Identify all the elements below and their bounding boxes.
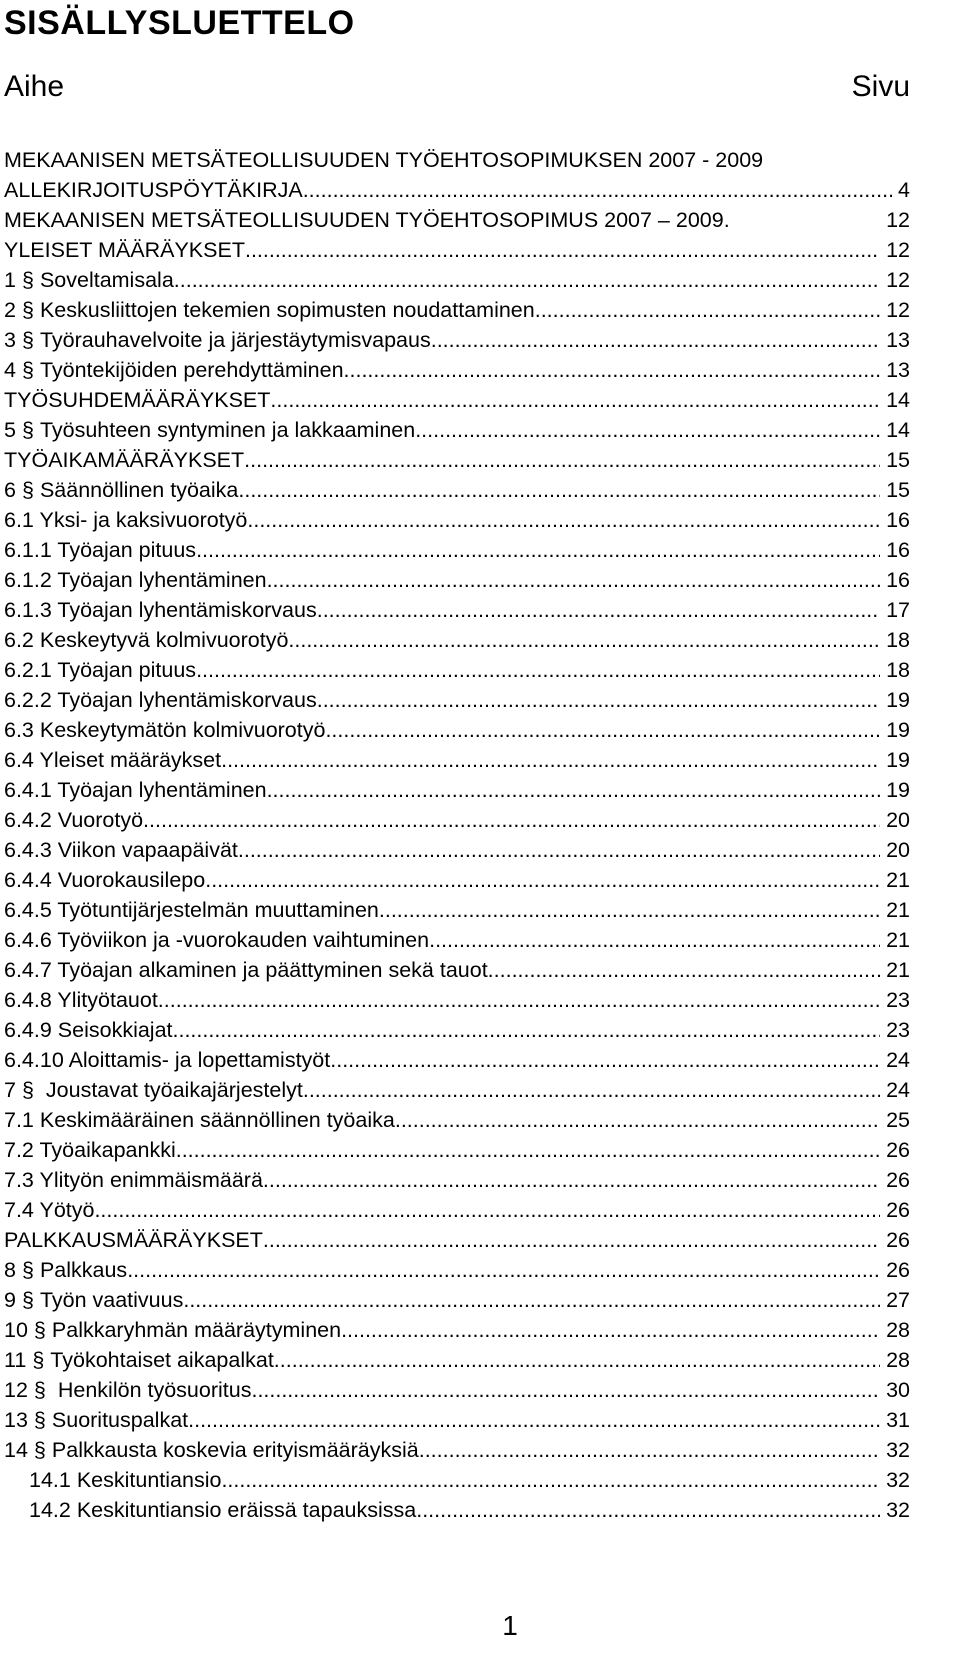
section-sign-icon: §	[33, 1408, 46, 1432]
section-sign-icon: §	[21, 358, 34, 382]
toc-entry-label	[4, 775, 267, 805]
dot-leader	[127, 1255, 880, 1285]
dot-leader	[196, 655, 880, 685]
toc-entry-page: 20	[886, 838, 910, 862]
toc-entry-text: 6.1.1 Työajan pituus	[4, 538, 197, 562]
toc-entry-page: 26	[886, 1228, 910, 1252]
dot-leader	[247, 505, 880, 535]
section-sign-icon: §	[21, 298, 34, 322]
dot-leader	[341, 1315, 880, 1345]
toc-entry-number: 12	[4, 1378, 28, 1402]
dot-leader	[263, 1225, 880, 1255]
toc-entry-number: 2	[4, 298, 16, 322]
toc-entry-number: 10	[4, 1318, 28, 1342]
toc-entry-text: Suorituspalkat	[51, 1408, 189, 1432]
toc-entry[interactable]	[4, 685, 910, 715]
toc-entry-text: 14.1 Keskituntiansio	[29, 1468, 222, 1492]
toc-entry[interactable]	[4, 895, 910, 925]
toc-entry-text: 6.4.3 Viikon vapaapäivät	[4, 838, 238, 862]
column-header-page: Sivu	[851, 70, 910, 103]
toc-entry-text: 7.2 Työaikapankki	[4, 1138, 176, 1162]
toc-entry-text: 7.4 Yötyö	[4, 1198, 95, 1222]
toc-entry-page: 19	[886, 748, 910, 772]
toc-entry-label	[4, 1375, 251, 1405]
toc-entry-label	[4, 1165, 263, 1195]
toc-entry-page: 24	[886, 1048, 910, 1072]
toc-entry-text: Työkohtaiset aikapalkat	[50, 1348, 274, 1372]
toc-entry-number: 3	[4, 328, 16, 352]
toc-entry-label	[4, 205, 730, 235]
dot-leader	[238, 475, 880, 505]
dot-leader	[416, 1495, 880, 1525]
toc-entry-page: 12	[886, 298, 910, 322]
section-sign-icon: §	[21, 478, 34, 502]
dot-leader	[188, 1405, 880, 1435]
toc-entry-label	[4, 1225, 263, 1255]
dot-leader	[245, 235, 880, 265]
toc-entry-label	[4, 1465, 221, 1495]
toc-entry-label	[4, 1285, 183, 1315]
toc-entry-text: 6.4.4 Vuorokausilepo	[4, 868, 206, 892]
toc-entry[interactable]	[4, 805, 910, 835]
toc-entry-label	[4, 1345, 274, 1375]
toc-entry[interactable]	[4, 595, 910, 625]
toc-entry-label	[4, 445, 244, 475]
toc-entry-label	[4, 1255, 127, 1285]
toc-entry-text: Palkkaus	[39, 1258, 128, 1282]
toc-entry[interactable]	[4, 475, 910, 505]
toc-entry-label	[4, 1315, 341, 1345]
toc-entry-page: 13	[886, 328, 910, 352]
toc-entry-label	[4, 865, 205, 895]
toc-entry-text: 6.4.2 Vuorotyö	[4, 808, 144, 832]
toc-entry[interactable]	[4, 505, 910, 535]
toc-entry-label	[4, 715, 325, 745]
toc-entry-text: Työsuhteen syntyminen ja lakkaaminen	[39, 418, 416, 442]
toc-entry[interactable]	[4, 835, 910, 865]
dot-leader	[251, 1375, 880, 1405]
toc-entry-page: 27	[886, 1288, 910, 1312]
toc-entry-text: 7.1 Keskimääräinen säännöllinen työaika	[4, 1108, 395, 1132]
toc-entry[interactable]	[4, 235, 910, 265]
toc-entry-text: 6.1.3 Työajan lyhentämiskorvaus	[4, 598, 317, 622]
toc-entry-page: 26	[886, 1138, 910, 1162]
toc-entry-text: 6.4.9 Seisokkiajat	[4, 1018, 173, 1042]
toc-entry-page: 23	[886, 1018, 910, 1042]
toc-entry[interactable]	[4, 1045, 910, 1075]
dot-leader	[263, 1165, 880, 1195]
dot-leader	[221, 1465, 880, 1495]
dot-leader	[488, 955, 880, 985]
toc-entry-page: 21	[886, 958, 910, 982]
toc-entry-page: 26	[886, 1258, 910, 1282]
toc-entry-text: 6.1.2 Työajan lyhentäminen	[4, 568, 267, 592]
toc-entry-label	[4, 625, 288, 655]
toc-entry-label	[4, 1015, 173, 1045]
toc-entry-page: 28	[886, 1318, 910, 1342]
dot-leader	[205, 865, 880, 895]
table-of-contents	[4, 175, 910, 1525]
toc-entry-text: 6.2 Keskeytyvä kolmivuorotyö	[4, 628, 289, 652]
toc-entry-label	[4, 1195, 94, 1225]
toc-entry-text: Palkkaryhmän määräytyminen	[51, 1318, 342, 1342]
dot-leader	[419, 1435, 880, 1465]
dot-leader	[267, 775, 881, 805]
toc-entry-page: 21	[886, 898, 910, 922]
toc-entry-page: 23	[886, 988, 910, 1012]
toc-entry-text: PALKKAUSMÄÄRÄYKSET	[4, 1228, 263, 1252]
section-sign-icon: §	[21, 1288, 34, 1312]
dot-leader	[303, 175, 892, 205]
toc-entry-text: 6.4.5 Työtuntijärjestelmän muuttaminen	[4, 898, 379, 922]
toc-entry-page: 19	[886, 718, 910, 742]
toc-entry-label	[4, 1405, 188, 1435]
toc-entry-number: 4	[4, 358, 16, 382]
toc-entry-label	[4, 565, 267, 595]
toc-entry-label	[4, 535, 196, 565]
section-sign-icon: §	[21, 418, 34, 442]
dot-leader	[330, 1045, 880, 1075]
toc-entry[interactable]	[4, 1195, 910, 1225]
toc-entry-text: MEKAANISEN METSÄTEOLLISUUDEN TYÖEHTOSOPIMUS 2007 – 2009.	[4, 208, 730, 232]
dot-leader	[173, 1015, 881, 1045]
toc-entry-label	[4, 175, 303, 205]
toc-entry-text: 6.4.8 Ylityötauot	[4, 988, 158, 1012]
dot-leader	[143, 805, 880, 835]
toc-entry-text: TYÖAIKAMÄÄRÄYKSET	[4, 448, 245, 472]
toc-entry[interactable]	[4, 1165, 910, 1195]
toc-entry-text: 6.4.6 Työviikon ja -vuorokauden vaihtuminen	[4, 928, 430, 952]
toc-entry-label	[4, 325, 431, 355]
toc-entry[interactable]	[4, 1225, 910, 1255]
toc-entry-page: 28	[886, 1348, 910, 1372]
toc-entry-label	[4, 1435, 419, 1465]
toc-entry-label	[4, 1135, 176, 1165]
toc-entry[interactable]	[4, 1255, 910, 1285]
toc-entry[interactable]	[4, 1105, 910, 1135]
toc-entry-text: Palkkausta koskevia erityismääräyksiä	[51, 1438, 419, 1462]
section-sign-icon: §	[32, 1348, 45, 1372]
toc-entry-number: 14	[4, 1438, 28, 1462]
toc-entry-page: 26	[886, 1168, 910, 1192]
toc-entry[interactable]	[4, 655, 910, 685]
toc-entry-label	[4, 835, 238, 865]
toc-entry[interactable]	[4, 715, 910, 745]
toc-entry-page: 20	[886, 808, 910, 832]
toc-entry-text: Työn vaativuus	[39, 1288, 184, 1312]
toc-entry-page: 19	[886, 688, 910, 712]
toc-entry-label	[4, 805, 143, 835]
dot-leader	[244, 445, 880, 475]
toc-entry-number: 7	[4, 1078, 16, 1102]
dot-leader	[288, 625, 880, 655]
toc-entry-text: 6.3 Keskeytymätön kolmivuorotyö	[4, 718, 326, 742]
toc-entry[interactable]	[4, 1465, 910, 1495]
toc-entry-label	[4, 685, 317, 715]
toc-entry[interactable]	[4, 985, 910, 1015]
dot-leader	[183, 1285, 880, 1315]
dot-leader	[176, 1135, 880, 1165]
toc-entry-page: 12	[886, 268, 910, 292]
toc-entry-label	[4, 895, 379, 925]
toc-entry-label	[4, 415, 415, 445]
toc-entry[interactable]	[4, 265, 910, 295]
toc-entry-text: 6.4.1 Työajan lyhentäminen	[4, 778, 267, 802]
toc-entry-label	[4, 235, 245, 265]
toc-entry-text: 7.3 Ylityön enimmäismäärä	[4, 1168, 263, 1192]
toc-entry[interactable]	[4, 865, 910, 895]
toc-entry[interactable]	[4, 1135, 910, 1165]
page-number: 1	[502, 1610, 518, 1641]
dot-leader	[344, 355, 881, 385]
toc-entry[interactable]	[4, 295, 910, 325]
dot-leader	[94, 1195, 880, 1225]
dot-leader	[415, 415, 880, 445]
document-title: SISÄLLYSLUETTELO	[4, 4, 355, 42]
toc-entry-number: 1	[4, 268, 16, 292]
toc-entry-text: ALLEKIRJOITUSPÖYTÄKIRJA	[4, 178, 303, 202]
toc-entry[interactable]	[4, 385, 910, 415]
toc-entry-text: 6.4 Yleiset määräykset	[4, 748, 222, 772]
toc-entry[interactable]	[4, 325, 910, 355]
toc-entry[interactable]	[4, 1405, 910, 1435]
toc-entry[interactable]	[4, 175, 910, 205]
toc-entry[interactable]	[4, 745, 910, 775]
toc-entry-page: 24	[886, 1078, 910, 1102]
toc-entry-page: 18	[886, 628, 910, 652]
toc-entry-number: 9	[4, 1288, 16, 1312]
section-sign-icon: §	[21, 268, 34, 292]
toc-entry-page: 26	[886, 1198, 910, 1222]
toc-entry-text: 6.1 Yksi- ja kaksivuorotyö	[4, 508, 248, 532]
toc-entry-text: 6.4.10 Aloittamis- ja lopettamistyöt	[4, 1048, 331, 1072]
toc-entry-label	[4, 745, 221, 775]
section-sign-icon: §	[21, 1258, 34, 1282]
dot-leader	[238, 835, 880, 865]
toc-entry-page: 17	[886, 598, 910, 622]
toc-entry-text: 6.2.2 Työajan lyhentämiskorvaus	[4, 688, 317, 712]
toc-entry[interactable]	[4, 445, 910, 475]
toc-entry-text: Työntekijöiden perehdyttäminen	[39, 358, 344, 382]
toc-entry-page: 18	[886, 658, 910, 682]
section-sign-icon: §	[33, 1438, 46, 1462]
toc-entry[interactable]	[4, 955, 910, 985]
toc-entry-text: 6.4.7 Työajan alkaminen ja päättyminen sekä tauot	[4, 958, 488, 982]
toc-entry-page: 25	[886, 1108, 910, 1132]
toc-entry-page: 21	[886, 868, 910, 892]
dot-leader	[317, 595, 880, 625]
toc-entry-text: 14.2 Keskituntiansio eräissä tapauksissa	[29, 1498, 417, 1522]
toc-entry-label	[4, 475, 238, 505]
section-sign-icon: §	[33, 1318, 46, 1342]
toc-entry[interactable]	[4, 1495, 910, 1525]
toc-entry-page: 32	[886, 1438, 910, 1462]
section-sign-icon: §	[21, 328, 34, 352]
toc-entry-label	[4, 1495, 416, 1525]
toc-entry-label	[4, 1105, 395, 1135]
toc-entry-label	[4, 505, 247, 535]
intro-line: MEKAANISEN METSÄTEOLLISUUDEN TYÖEHTOSOPIMUKSEN 2007 - 2009	[4, 148, 764, 172]
toc-entry-number: 13	[4, 1408, 28, 1432]
toc-entry[interactable]	[4, 925, 910, 955]
toc-entry-page: 14	[886, 388, 910, 412]
dot-leader	[395, 1105, 880, 1135]
toc-entry-text: Työrauhavelvoite ja järjestäytymisvapaus	[39, 328, 431, 352]
section-sign-icon: §	[33, 1378, 46, 1402]
toc-entry-text: Säännöllinen työaika	[39, 478, 239, 502]
toc-entry-label	[4, 265, 174, 295]
toc-entry-page: 30	[886, 1378, 910, 1402]
toc-entry-text: YLEISET MÄÄRÄYKSET	[4, 238, 245, 262]
toc-entry[interactable]	[4, 535, 910, 565]
toc-entry-text: Keskusliittojen tekemien sopimusten noudattaminen	[39, 298, 535, 322]
toc-entry[interactable]	[4, 1015, 910, 1045]
dot-leader	[196, 535, 880, 565]
dot-leader	[379, 895, 880, 925]
toc-entry-page: 15	[886, 448, 910, 472]
toc-entry[interactable]	[4, 1375, 910, 1405]
toc-entry[interactable]	[4, 625, 910, 655]
toc-entry-page: 16	[886, 568, 910, 592]
toc-entry-text: TYÖSUHDEMÄÄRÄYKSET	[4, 388, 271, 412]
dot-leader	[274, 1345, 880, 1375]
toc-entry-page: 21	[886, 928, 910, 952]
toc-entry-page: 15	[886, 478, 910, 502]
toc-entry[interactable]	[4, 1435, 910, 1465]
dot-leader	[325, 715, 880, 745]
toc-entry-page: 16	[886, 508, 910, 532]
dot-leader	[431, 325, 880, 355]
dot-leader	[429, 925, 880, 955]
toc-entry-number: 8	[4, 1258, 16, 1282]
toc-entry-text: Soveltamisala	[39, 268, 174, 292]
toc-entry-page: 31	[886, 1408, 910, 1432]
toc-entry-label	[4, 655, 196, 685]
toc-entry-label	[4, 925, 429, 955]
toc-entry-label	[4, 955, 488, 985]
toc-entry-text: Henkilön työsuoritus	[51, 1378, 252, 1402]
toc-entry-page: 12	[886, 208, 910, 232]
toc-entry[interactable]	[4, 355, 910, 385]
dot-leader	[221, 745, 880, 775]
toc-entry-label	[4, 355, 344, 385]
toc-entry-text: Joustavat työaikajärjestelyt	[39, 1078, 303, 1102]
toc-entry[interactable]	[4, 1075, 910, 1105]
dot-leader	[267, 565, 881, 595]
toc-entry-page: 32	[886, 1498, 910, 1522]
dot-leader	[174, 265, 880, 295]
toc-entry-page: 19	[886, 778, 910, 802]
toc-entry-label	[4, 595, 317, 625]
toc-entry-number: 11	[4, 1348, 27, 1372]
toc-entry-number: 5	[4, 418, 16, 442]
dot-leader	[317, 685, 880, 715]
toc-entry-text: 6.2.1 Työajan pituus	[4, 658, 197, 682]
dot-leader	[303, 1075, 880, 1105]
toc-entry-page: 14	[886, 418, 910, 442]
toc-entry[interactable]	[4, 775, 910, 805]
dot-leader	[158, 985, 880, 1015]
toc-entry[interactable]	[4, 205, 910, 235]
section-sign-icon: §	[21, 1078, 34, 1102]
toc-entry-label	[4, 985, 158, 1015]
toc-entry[interactable]	[4, 565, 910, 595]
toc-entry-page: 12	[886, 238, 910, 262]
toc-entry-page: 16	[886, 538, 910, 562]
toc-entry-number: 6	[4, 478, 16, 502]
toc-entry[interactable]	[4, 1315, 910, 1345]
column-header-topic: Aihe	[4, 70, 65, 103]
toc-entry-page: 13	[886, 358, 910, 382]
toc-entry-page: 4	[898, 178, 910, 202]
dot-leader	[270, 385, 880, 415]
dot-leader	[535, 295, 880, 325]
toc-entry[interactable]	[4, 1285, 910, 1315]
toc-entry-label	[4, 1045, 330, 1075]
toc-entry-label	[4, 385, 270, 415]
toc-entry[interactable]	[4, 415, 910, 445]
toc-entry-label	[4, 1075, 303, 1105]
toc-entry-page: 32	[886, 1468, 910, 1492]
toc-entry[interactable]	[4, 1345, 910, 1375]
toc-entry-label	[4, 295, 535, 325]
